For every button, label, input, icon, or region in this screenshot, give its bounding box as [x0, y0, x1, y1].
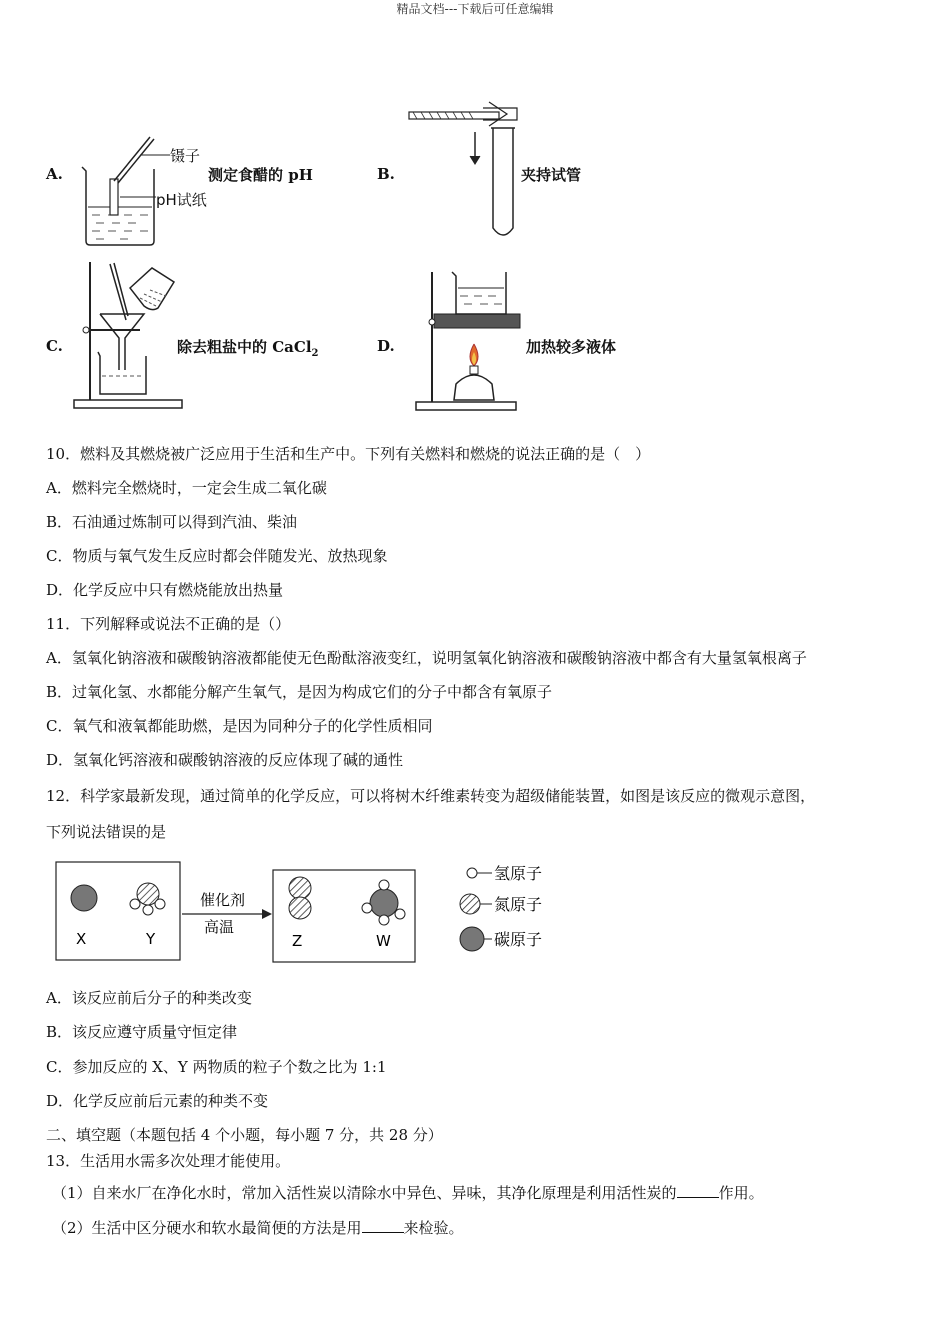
- q11-option-a: A．氢氧化钠溶液和碳酸钠溶液都能使无色酚酞溶液变红，说明氢氧化钠溶液和碳酸钠溶液中都含有大量氢氧根离子: [46, 649, 807, 667]
- option-a-letter: A.: [46, 165, 63, 183]
- reaction-diagram: [54, 858, 574, 968]
- label-w: W: [376, 932, 391, 950]
- q13-stem: 13．生活用水需多次处理才能使用。: [46, 1152, 291, 1170]
- q11-option-d: D．氢氧化钙溶液和碳酸钠溶液的反应体现了碱的通性: [46, 751, 404, 769]
- q10-option-c: C．物质与氧气发生反应时都会伴随发光、放热现象: [46, 547, 388, 565]
- label-x: X: [76, 930, 87, 948]
- option-c-letter: C.: [46, 337, 63, 355]
- q13-part1: （1）自来水厂在净化水时，常加入活性炭以清除水中异色、异味，其净化原理是利用活性炭的 作用。: [52, 1184, 764, 1202]
- page-header: 精品文档---下载后可任意编辑: [396, 2, 554, 16]
- ph-test-illustration: [70, 135, 220, 250]
- ph-paper-label: pH试纸: [156, 191, 207, 209]
- option-c-caption: 除去粗盐中的 CaCl$_2$: [177, 338, 319, 359]
- legend-carbon: 碳原子: [494, 930, 543, 949]
- q12-option-d: D．化学反应前后元素的种类不变: [46, 1092, 269, 1110]
- q10-stem: 10．燃料及其燃烧被广泛应用于生活和生产中。下列有关燃料和燃烧的说法正确的是（ ）: [46, 445, 651, 463]
- option-a-caption: 测定食醋的 pH: [208, 166, 313, 184]
- answer-blank-1[interactable]: [677, 1183, 719, 1198]
- legend-hydrogen: 氢原子: [494, 864, 543, 883]
- label-y: Y: [146, 930, 156, 948]
- q10-option-d: D．化学反应中只有燃烧能放出热量: [46, 581, 284, 599]
- q12-option-a: A．该反应前后分子的种类改变: [46, 989, 252, 1007]
- q10-option-b: B．石油通过炼制可以得到汽油、柴油: [46, 513, 298, 531]
- q12-option-b: B．该反应遵守质量守恒定律: [46, 1023, 238, 1041]
- label-z: Z: [292, 932, 303, 950]
- option-b-letter: B.: [377, 165, 395, 183]
- heating-illustration: [410, 266, 525, 414]
- q11-stem: 11．下列解释或说法不正确的是（）: [46, 615, 291, 633]
- section-title: 二、填空题（本题包括 4 个小题，每小题 7 分，共 28 分）: [46, 1126, 443, 1144]
- legend-nitrogen-icon: [460, 894, 480, 914]
- high-temp-label: 高温: [204, 918, 235, 936]
- tweezers-label: 镊子: [170, 147, 201, 165]
- catalyst-label: 催化剂: [200, 891, 246, 909]
- test-tube-holder-illustration: [405, 100, 525, 245]
- q11-option-c: C．氧气和液氧都能助燃，是因为同种分子的化学性质相同: [46, 717, 433, 735]
- q12-stem-line1: 12．科学家最新发现，通过简单的化学反应，可以将树木纤维素转变为超级储能装置，如图是该反应的微观示意图，: [46, 787, 816, 805]
- option-d-caption: 加热较多液体: [526, 338, 617, 356]
- q11-option-b: B．过氧化氢、水都能分解产生氧气，是因为构成它们的分子中都含有氧原子: [46, 683, 553, 701]
- option-b-caption: 夹持试管: [521, 166, 582, 184]
- q12-stem-line2: 下列说法错误的是: [46, 823, 167, 841]
- legend-nitrogen: 氮原子: [494, 895, 543, 914]
- answer-blank-2[interactable]: [362, 1218, 404, 1233]
- q12-option-c: C．参加反应的 X、Y 两物质的粒子个数之比为 1:1: [46, 1058, 387, 1076]
- option-d-letter: D.: [377, 337, 395, 355]
- legend-hydrogen-icon: [467, 868, 477, 878]
- q10-option-a: A．燃料完全燃烧时，一定会生成二氧化碳: [46, 479, 327, 497]
- molecule-x: [71, 885, 97, 911]
- filtration-illustration: [70, 258, 190, 413]
- q13-part2: （2）生活中区分硬水和软水最简便的方法是用 来检验。: [52, 1219, 464, 1237]
- legend-carbon-icon: [460, 927, 484, 951]
